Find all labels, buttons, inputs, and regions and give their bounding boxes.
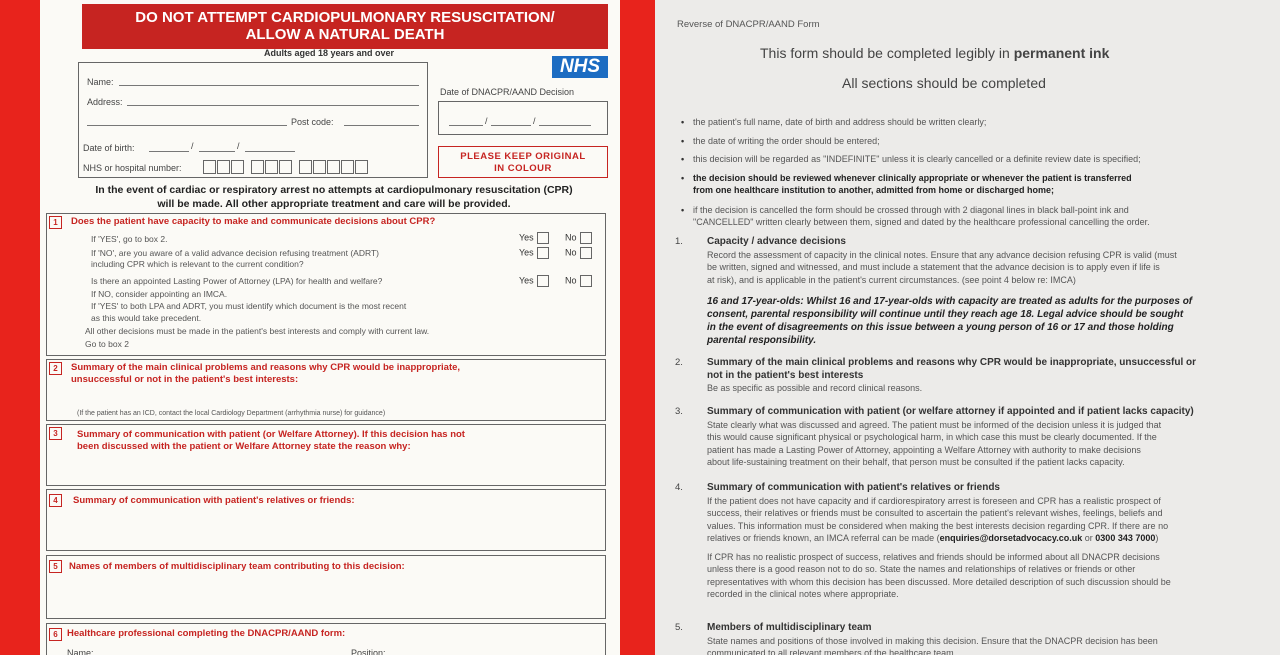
section-number: 1 xyxy=(49,216,62,229)
section-text: unless there is a good reason not to do so. State the names and relationships of relatives or friends or other xyxy=(707,564,1136,574)
professional-name-label: Name: xyxy=(67,648,94,655)
capacity-yes[interactable] xyxy=(519,232,549,244)
dob-year-field[interactable] xyxy=(245,151,295,152)
section-1-capacity xyxy=(46,213,606,356)
keep-original-line2: IN COLOUR xyxy=(494,163,552,174)
heading-permanent-ink xyxy=(760,45,1109,61)
decision-day-field[interactable] xyxy=(449,125,483,126)
section-title: Members of multidisciplinary team xyxy=(707,622,872,633)
section-text: be written, signed and witnessed, and must include a statement that the advance decision is to apply even if life is xyxy=(707,262,1160,272)
name-field[interactable] xyxy=(119,85,419,86)
section-title-line1: Summary of communication with patient (or Welfare Attorney). If this decision has not xyxy=(77,429,465,440)
bullet-line: • the decision should be reviewed whenever clinically appropriate or whenever the patient is transferred xyxy=(693,173,1132,183)
section-title: Summary of communication with patient (or welfare attorney if appointed and if patient lacks capacity) xyxy=(707,406,1194,417)
section-text: success, their relatives or friends must be consulted to ascertain the patient's relevant wishes, feelings, beliefs and xyxy=(707,508,1163,518)
yes-checkbox[interactable] xyxy=(537,275,549,287)
instruction-bullet: • the date of writing the order should be entered; xyxy=(693,135,1253,147)
no-label: No xyxy=(565,275,577,286)
section-text: Is there an appointed Lasting Power of Attorney (LPA) for health and welfare? xyxy=(91,276,383,286)
section-text: If 'NO', are you aware of a valid advance decision refusing treatment (ADRT) xyxy=(91,248,379,258)
section-number: 2. xyxy=(675,357,683,368)
section-text: All other decisions must be made in the patient's best interests and comply with current law. xyxy=(85,326,430,336)
bullet-line: from one healthcare institution to another, admitted from home or discharged home; xyxy=(693,185,1055,195)
reverse-section-3 xyxy=(707,406,1252,469)
section-5-mdt-members[interactable] xyxy=(46,555,606,619)
form-subtitle: Adults aged 18 years and over xyxy=(263,48,395,58)
section-number: 3. xyxy=(675,406,683,417)
date-separator: / xyxy=(485,116,488,126)
address-field-line1[interactable] xyxy=(127,105,419,106)
reverse-section-1 xyxy=(707,236,1252,286)
keep-original-line1: PLEASE KEEP ORIGINAL xyxy=(460,151,586,162)
section-6-healthcare-professional[interactable] xyxy=(46,623,606,655)
reverse-section-2 xyxy=(707,357,1252,395)
patient-details-box xyxy=(78,62,428,178)
nhs-number-label: NHS or hospital number: xyxy=(83,163,182,173)
imca-phone: 0300 343 7000 xyxy=(1095,533,1156,543)
dob-separator: / xyxy=(237,141,240,151)
section-number: 6 xyxy=(49,628,62,641)
name-label: Name: xyxy=(87,77,114,87)
section-text: including CPR which is relevant to the current condition? xyxy=(91,259,304,269)
decision-date-label: Date of DNACPR/AAND Decision xyxy=(440,87,575,97)
capacity-no[interactable] xyxy=(565,232,592,244)
address-field-line2[interactable] xyxy=(87,125,287,126)
keep-original-notice xyxy=(438,146,608,178)
no-checkbox[interactable] xyxy=(580,232,592,244)
decision-date-box xyxy=(438,101,608,135)
section-text: communicated to all relevant members of the healthcare team. xyxy=(707,648,957,655)
instruction-bullet: • this decision will be regarded as "INDEFINITE" unless it is clearly cancelled or a definite review date is specified; xyxy=(693,153,1253,165)
form-title-line2: ALLOW A NATURAL DEATH xyxy=(245,26,445,43)
lpa-yes[interactable] xyxy=(519,275,549,287)
note-line: in the event of disagreements on this issue between a young person of 16 or 17 and those holding xyxy=(707,322,1174,333)
dob-month-field[interactable] xyxy=(199,151,235,152)
section-number: 4 xyxy=(49,494,62,507)
section-text: State clearly what was discussed and agreed. The patient must be informed of the decision unless it is judged that xyxy=(707,419,1162,430)
section-title: Healthcare professional completing the DNACPR/AAND form: xyxy=(67,628,346,639)
section-number: 5 xyxy=(49,560,62,573)
reverse-section-4 xyxy=(707,482,1252,601)
section-number: 3 xyxy=(49,427,62,440)
note-line: 16 and 17-year-olds: Whilst 16 and 17-year-olds with capacity are treated as adults for the purposes of xyxy=(707,296,1193,307)
icd-note: (If the patient has an ICD, contact the local Cardiology Department (arrhythmia nurse) for guidance) xyxy=(77,410,386,417)
instruction-bullet xyxy=(693,204,1253,228)
dob-label: Date of birth: xyxy=(83,143,135,153)
contact-text: ) xyxy=(1155,533,1159,543)
yes-label: Yes xyxy=(519,232,534,243)
section-text: at risk), and is applicable in the patient's current circumstances. (see point 4 below re: IMCA) xyxy=(707,274,1076,285)
no-checkbox[interactable] xyxy=(580,275,592,287)
adrt-yes[interactable] xyxy=(519,247,549,259)
bullet-line: • if the decision is cancelled the form should be crossed through with 2 diagonal lines in black ball-point ink and xyxy=(693,205,1129,215)
postcode-label: Post code: xyxy=(291,117,334,127)
yes-checkbox[interactable] xyxy=(537,247,549,259)
reverse-header: Reverse of DNACPR/AAND Form xyxy=(677,19,820,30)
nhs-number-cells[interactable] xyxy=(203,160,369,179)
decision-month-field[interactable] xyxy=(491,125,531,126)
section-title: Capacity / advance decisions xyxy=(707,236,846,247)
date-separator: / xyxy=(533,116,536,126)
instruction-bullet: • the patient's full name, date of birth and address should be written clearly; xyxy=(693,116,1253,128)
section-text-contact xyxy=(707,532,1252,545)
section-text: State names and positions of those involved in making this decision. Ensure that the DNACPR decision has been xyxy=(707,635,1158,646)
section-text: Go to box 2 xyxy=(85,339,129,349)
professional-position-label: Position: xyxy=(351,648,386,655)
section-title: not in the patient's best interests xyxy=(707,369,864,381)
decision-year-field[interactable] xyxy=(539,125,591,126)
statement-line1: In the event of cardiac or respiratory arrest no attempts at cardiopulmonary resuscitation (CPR) xyxy=(95,184,573,196)
section-title: Does the patient have capacity to make and communicate decisions about CPR? xyxy=(71,216,436,227)
young-person-note xyxy=(707,295,1252,347)
section-title-line1: Summary of the main clinical problems and reasons why CPR would be inappropriate, xyxy=(71,362,461,373)
section-4-relatives-communication[interactable] xyxy=(46,489,606,551)
bullet-line: "CANCELLED" written clearly between them, signed and dated by the healthcare professional cancelling the order. xyxy=(693,217,1150,227)
dob-day-field[interactable] xyxy=(149,151,189,152)
form-title xyxy=(82,4,608,49)
section-text: Record the assessment of capacity in the clinical notes. Ensure that any advance decision refusing CPR is valid (must xyxy=(707,249,1177,260)
dnacpr-form-reverse xyxy=(655,0,1280,655)
section-text: representatives with whom this decision has been discussed. More detailed description of such discussion should be xyxy=(707,576,1171,587)
dob-separator: / xyxy=(191,141,194,151)
section-title xyxy=(71,362,591,386)
heading-text: This form should be completed legibly in xyxy=(760,45,1014,61)
section-text: patient has made a Lasting Power of Attorney, appointing a Welfare Attorney with authority to make decisions xyxy=(707,444,1141,455)
form-title-line1: DO NOT ATTEMPT CARDIOPULMONARY RESUSCITATION/ xyxy=(135,9,555,26)
section-text: If 'YES', go to box 2. xyxy=(91,234,168,244)
section-text: as this would take precedent. xyxy=(91,313,202,323)
no-cpr-statement xyxy=(64,183,604,211)
statement-line2: will be made. All other appropriate treatment and care will be provided. xyxy=(157,198,511,210)
contact-text: relatives or friends known, an IMCA referral can be made ( xyxy=(707,533,940,543)
section-text: If the patient does not have capacity and if cardiorespiratory arrest is foreseen and CPR has a realistic prospect of xyxy=(707,495,1161,506)
section-title: Summary of communication with patient's relatives or friends: xyxy=(73,495,355,506)
section-text: values. This information must be considered when making the best interests decision regarding CPR. If there are no xyxy=(707,520,1169,531)
section-number: 1. xyxy=(675,236,683,247)
note-line: parental responsibility. xyxy=(707,335,817,346)
section-text: this would cause significant physical or psychological harm, in which case this must be clearly documented. If the xyxy=(707,432,1157,442)
yes-checkbox[interactable] xyxy=(537,232,549,244)
section-text: about life-sustaining treatment on their behalf, that person must be consulted if the patient lacks capacity. xyxy=(707,457,1125,467)
section-text: If NO, consider appointing an IMCA. xyxy=(91,289,228,299)
adrt-no[interactable] xyxy=(565,247,592,259)
lpa-no[interactable] xyxy=(565,275,592,287)
contact-text: or xyxy=(1082,533,1096,543)
dnacpr-form-front xyxy=(40,0,620,655)
section-title: Names of members of multidisciplinary team contributing to this decision: xyxy=(69,561,405,572)
section-title-line2: unsuccessful or not in the patient's best interests: xyxy=(71,374,299,385)
section-text: Be as specific as possible and record clinical reasons. xyxy=(707,383,923,393)
postcode-field[interactable] xyxy=(344,125,419,126)
heading-all-sections: All sections should be completed xyxy=(842,75,1046,91)
section-number: 5. xyxy=(675,622,683,633)
note-line: consent, parental responsibility will continue until they reach age 18. Legal advice should be sought xyxy=(707,309,1184,320)
yes-label: Yes xyxy=(519,247,534,258)
section-number: 2 xyxy=(49,362,62,375)
section-title xyxy=(77,429,597,453)
heading-bold-text: permanent ink xyxy=(1013,45,1110,61)
section-text: If 'YES' to both LPA and ADRT, you must identify which document is the most recent xyxy=(91,301,407,311)
no-checkbox[interactable] xyxy=(580,247,592,259)
section-text: recorded in the clinical notes where appropriate. xyxy=(707,589,899,599)
section-number: 4. xyxy=(675,482,683,493)
section-3-patient-communication[interactable] xyxy=(46,424,606,486)
no-label: No xyxy=(565,232,577,243)
address-label: Address: xyxy=(87,97,123,107)
reverse-section-5 xyxy=(707,622,1252,655)
section-text: If CPR has no realistic prospect of success, relatives and friends should be informed about all DNACPR decisions xyxy=(707,551,1160,562)
imca-email: enquiries@dorsetadvocacy.co.uk xyxy=(939,533,1083,543)
no-label: No xyxy=(565,247,577,258)
section-2-clinical-problems[interactable] xyxy=(46,359,606,421)
section-title: Summary of the main clinical problems and reasons why CPR would be inappropriate, unsuccessful or xyxy=(707,357,1196,368)
instruction-bullet-bold xyxy=(693,172,1253,196)
section-title: Summary of communication with patient's relatives or friends xyxy=(707,482,1000,493)
yes-label: Yes xyxy=(519,275,534,286)
section-title-line2: been discussed with the patient or Welfare Attorney state the reason why: xyxy=(77,441,411,452)
nhs-logo: NHS xyxy=(552,56,608,78)
